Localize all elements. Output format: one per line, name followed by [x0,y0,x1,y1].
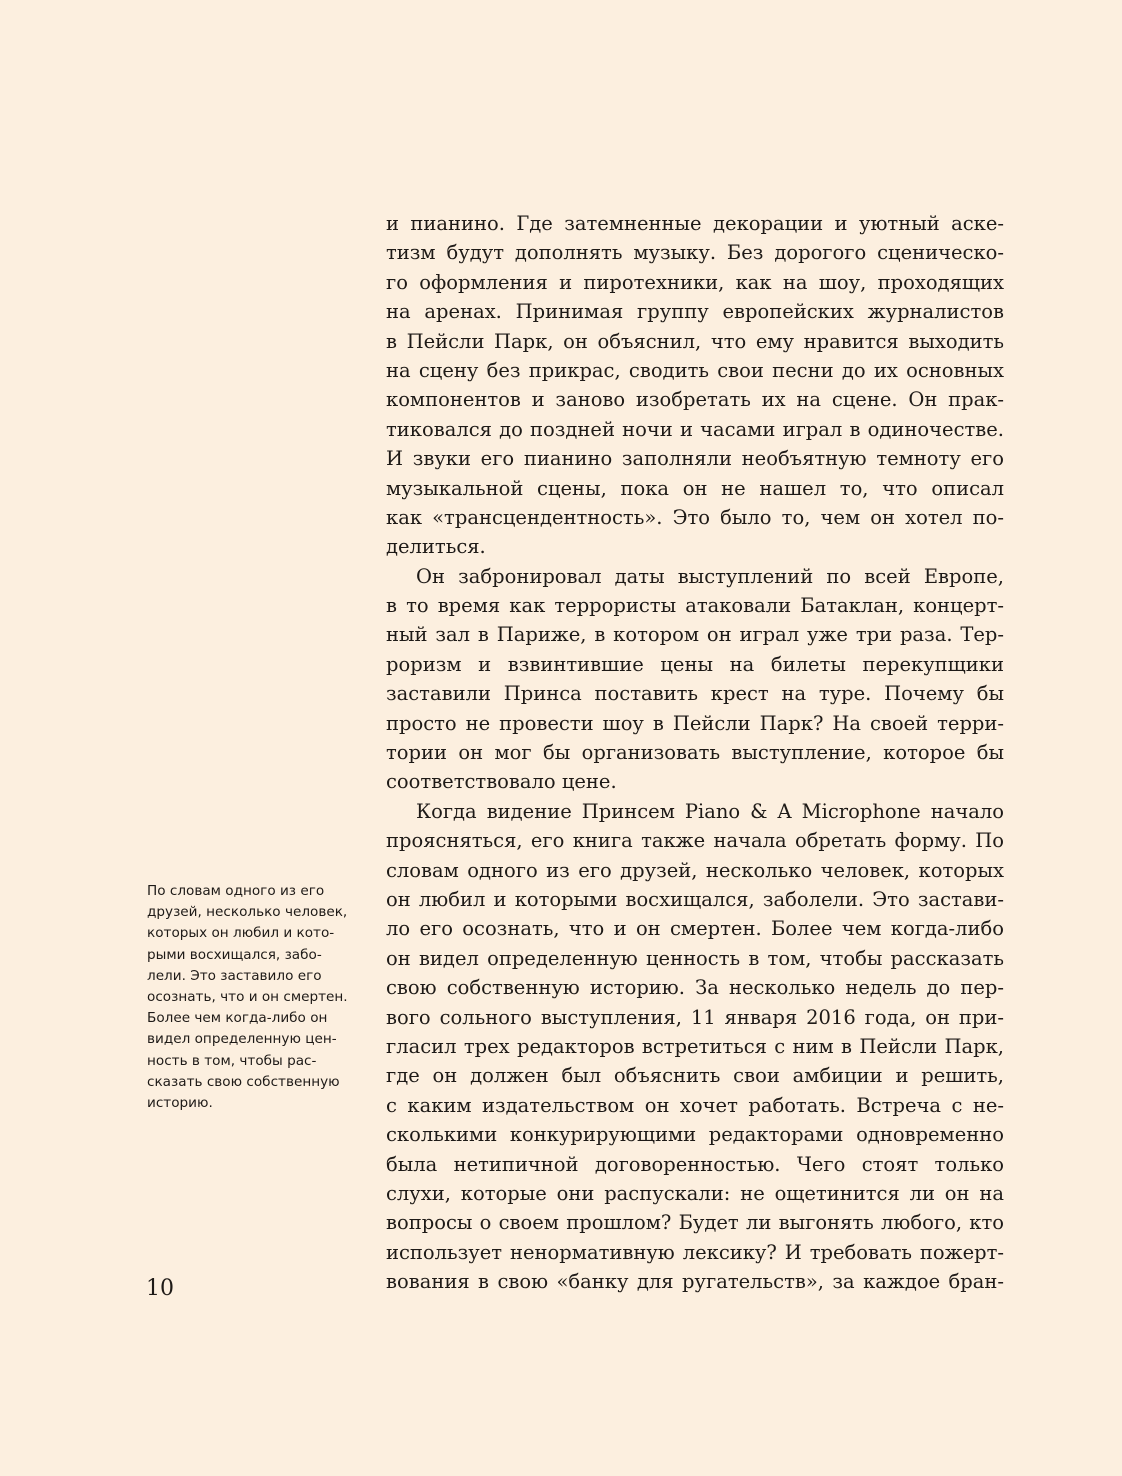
body-line: проясняться, его книга также начала обретать форму. По [386,829,1004,853]
body-line: свою собственную историю. За несколько недель до пер- [386,976,1004,1000]
margin-note-line: Более чем когда-либо он [147,1010,328,1027]
body-line: в Пейсли Парк, он объяснил, что ему нравится выходить [386,329,1004,353]
body-line: делиться. [386,535,486,559]
margin-note-line: осознать, что и он смертен. [147,989,348,1006]
body-line: он видел определенную ценность в том, чтобы рассказать [386,946,1004,970]
body-line: вования в свою «банку для ругательств», за каждое бран- [386,1270,1004,1294]
body-line: Когда видение Принсем Piano & A Microphone начало [416,799,1004,823]
body-line: вопросы о своем прошлом? Будет ли выгонять любого, кто [386,1211,1004,1235]
body-line: слухи, которые они распускали: не ощетинится ли он на [386,1181,1004,1205]
body-line: просто не провести шоу в Пейсли Парк? На своей терри- [386,711,1004,735]
body-line: как «трансцендентность». Это было то, чем он хотел по- [386,505,1004,529]
margin-note-line: видел определенную цен- [147,1031,337,1048]
body-line: ло его осознать, что и он смертен. Более чем когда-либо [386,917,1004,941]
margin-note-line: которых он любил и кото- [147,925,335,942]
body-line: вого сольного выступления, 11 января 2016 года, он при- [386,1005,1004,1029]
body-line: музыкальной сцены, пока он не нашел то, что описал [386,476,1004,500]
body-line: компонентов и заново изобретать их на сцене. Он прак- [386,388,1004,412]
margin-note-line: ность в том, чтобы рас- [147,1052,317,1069]
margin-note-line: друзей, несколько человек, [147,904,348,921]
body-line: использует ненормативную лексику? И требовать пожерт- [386,1240,1004,1264]
margin-note-line: По словам одного из его [147,883,325,899]
body-line: сколькими конкурирующими редакторами одновременно [386,1123,1004,1147]
body-line: Он забронировал даты выступлений по всей Европе, [416,564,1004,588]
margin-note-line: лели. Это заставило его [147,967,322,984]
margin-note-line: сказать свою собственную [147,1073,340,1090]
body-line: ный зал в Париже, в котором он играл уже три раза. Тер- [386,623,1004,647]
body-line: тиковался до поздней ночи и часами играл в одиночестве. [386,417,1004,441]
body-line: И звуки его пианино заполняли необъятную темноту его [386,447,1004,471]
body-line: тории он мог бы организовать выступление, которое бы [386,741,1004,765]
body-line: он любил и которыми восхищался, заболели. Это застави- [386,887,1004,911]
margin-note-line: рыми восхищался, забо- [147,946,322,963]
page-number: 10 [146,1276,174,1301]
body-line: гласил трех редакторов встретиться с ним в Пейсли Парк, [386,1034,1004,1058]
body-line: тизм будут дополнять музыку. Без дорогого сценическо- [386,241,1004,265]
body-text [386,209,1004,1296]
body-line: роризм и взвинтившие цены на билеты перекупщики [386,652,1004,676]
body-line: с каким издательством он хочет работать. Встреча с не- [386,1093,1004,1117]
body-line: го оформления и пиротехники, как на шоу, проходящих [386,270,1004,294]
body-line: была нетипичной договоренностью. Чего стоят только [386,1152,1004,1176]
body-line: на сцену без прикрас, сводить свои песни до их основных [386,358,1004,382]
body-line: на аренах. Принимая группу европейских журналистов [386,300,1004,324]
margin-note [147,881,372,1114]
body-line: и пианино. Где затемненные декорации и уютный аске- [386,212,1004,235]
body-line: соответствовало цене. [386,770,617,794]
body-line: в то время как террористы атаковали Батаклан, концерт- [386,594,1004,618]
body-line: где он должен был объяснить свои амбиции и решить, [386,1064,1004,1088]
body-line: словам одного из его друзей, несколько человек, которых [386,858,1004,882]
margin-note-line: историю. [147,1095,213,1112]
body-line: заставили Принса поставить крест на туре. Почему бы [386,682,1004,706]
